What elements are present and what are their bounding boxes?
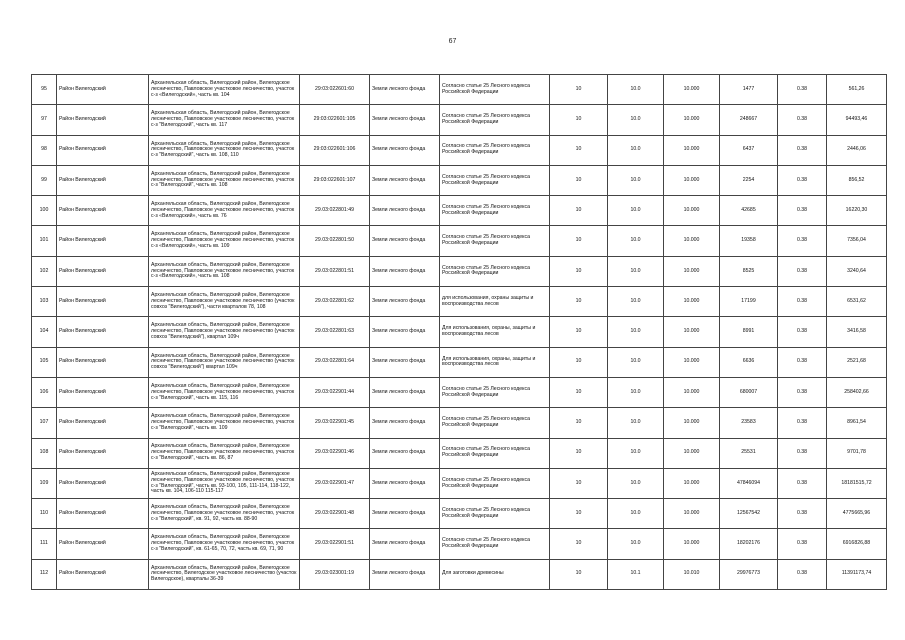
col-value-3-cell: 10.010 xyxy=(664,559,720,589)
table-row xyxy=(32,226,887,256)
district-cell: Район Вилегодский xyxy=(57,105,149,135)
cadastral-number-cell: 29.03:022801:62 xyxy=(300,287,370,317)
land-category-cell: Земли лесного фонда xyxy=(370,196,440,226)
col-value-1-cell: 10 xyxy=(550,196,608,226)
col-value-3-cell: 10.000 xyxy=(664,347,720,377)
row-number-cell: 108 xyxy=(32,438,57,468)
table-row xyxy=(32,135,887,165)
cadastral-number-cell: 29:03:022601:107 xyxy=(300,165,370,195)
address-cell: Архангельская область, Вилегодский район, Вилегодское лесничество, Павловское участковое лесничество, участок с-з "Вилегодский", часть кв. 109 xyxy=(149,408,300,438)
cadastral-number-cell: 29:03:022601:60 xyxy=(300,75,370,105)
rate-cell: 0.38 xyxy=(778,165,827,195)
amount-cell: 856,52 xyxy=(827,165,887,195)
col-value-3-cell: 10.000 xyxy=(664,529,720,559)
row-number-cell: 97 xyxy=(32,105,57,135)
district-cell: Район Вилегодский xyxy=(57,559,149,589)
area-cell: 6437 xyxy=(720,135,778,165)
rate-cell: 0.38 xyxy=(778,468,827,498)
land-category-cell: Земли лесного фонда xyxy=(370,377,440,407)
area-cell: 42685 xyxy=(720,196,778,226)
district-cell: Район Вилегодский xyxy=(57,165,149,195)
district-cell: Район Вилегодский xyxy=(57,377,149,407)
area-cell: 19358 xyxy=(720,226,778,256)
row-number-cell: 107 xyxy=(32,408,57,438)
col-value-2-cell: 10.0 xyxy=(608,408,664,438)
col-value-1-cell: 10 xyxy=(550,287,608,317)
area-cell: 8525 xyxy=(720,256,778,286)
address-cell: Архангельская область, Вилегодский район, Вилегодское лесничество, Павловское участковое лесничество, участок с-з "Вилегодский", кв. 91, 92, часть кв. 88-90 xyxy=(149,499,300,529)
amount-cell: 7356,04 xyxy=(827,226,887,256)
permitted-use-cell: Согласно статье 25 Лесного кодекса Российской Федерации xyxy=(440,468,550,498)
col-value-1-cell: 10 xyxy=(550,226,608,256)
amount-cell: 18181515,72 xyxy=(827,468,887,498)
land-category-cell: Земли лесного фонда xyxy=(370,75,440,105)
table-row xyxy=(32,377,887,407)
col-value-2-cell: 10.1 xyxy=(608,559,664,589)
cadastral-number-cell: 29.03:022901:51 xyxy=(300,529,370,559)
address-cell: Архангельская область, Вилегодский район, Вилегодское лесничество, Павловское участковое лесничество, участок с-з «Вилегодский», часть кв. 109 xyxy=(149,226,300,256)
land-category-cell: Земли лесного фонда xyxy=(370,499,440,529)
row-number-cell: 101 xyxy=(32,226,57,256)
address-cell: Архангельская область, Вилегодский район, Вилегодское лесничество, Павловское участковое лесничество, участок с-з "Вилегодский", часть кв. 93-100, 105, 111-114, 118-122, часть кв. 104, 106-110 115-117 xyxy=(149,468,300,498)
permitted-use-cell: Согласно статье 25 Лесного кодекса Российской Федерации xyxy=(440,529,550,559)
rate-cell: 0.38 xyxy=(778,226,827,256)
district-cell: Район Вилегодский xyxy=(57,499,149,529)
row-number-cell: 109 xyxy=(32,468,57,498)
district-cell: Район Вилегодский xyxy=(57,317,149,347)
district-cell: Район Вилегодский xyxy=(57,529,149,559)
col-value-1-cell: 10 xyxy=(550,438,608,468)
area-cell: 680007 xyxy=(720,377,778,407)
district-cell: Район Вилегодский xyxy=(57,135,149,165)
col-value-2-cell: 10.0 xyxy=(608,529,664,559)
permitted-use-cell: Согласно статье 25 Лесного кодекса Российской Федерации xyxy=(440,196,550,226)
area-cell: 18202176 xyxy=(720,529,778,559)
address-cell: Архангельская область, Вилегодский район, Вилегодское лесничество, Павловское участковое лесничество, участок с-з "Вилегодский", кв. 61-65, 70, 72, часть кв. 69, 71, 90 xyxy=(149,529,300,559)
land-category-cell: Земли лесного фонда xyxy=(370,468,440,498)
col-value-1-cell: 10 xyxy=(550,468,608,498)
rate-cell: 0.38 xyxy=(778,317,827,347)
rate-cell: 0.38 xyxy=(778,135,827,165)
col-value-2-cell: 10.0 xyxy=(608,287,664,317)
district-cell: Район Вилегодский xyxy=(57,75,149,105)
permitted-use-cell: Согласно статье 25 Лесного кодекса Российской Федерации xyxy=(440,438,550,468)
table-row xyxy=(32,196,887,226)
row-number-cell: 111 xyxy=(32,529,57,559)
rate-cell: 0.38 xyxy=(778,75,827,105)
address-cell: Архангельская область, Вилегодский район, Вилегодское лесничество, Вилегодское участковое лесничество (участок Вилегодское), кварталы 36-39 xyxy=(149,559,300,589)
table-body xyxy=(32,75,887,590)
district-cell: Район Вилегодский xyxy=(57,347,149,377)
amount-cell: 94493,46 xyxy=(827,105,887,135)
land-category-cell: Земли лесного фонда xyxy=(370,226,440,256)
table-row xyxy=(32,256,887,286)
rate-cell: 0.38 xyxy=(778,256,827,286)
district-cell: Район Вилегодский xyxy=(57,468,149,498)
table-row xyxy=(32,287,887,317)
row-number-cell: 105 xyxy=(32,347,57,377)
address-cell: Архангельская область, Вилегодский район, Вилегодское лесничество, Павловское участковое лесничество, участок с-з "Вилегодский", часть кв. 117 xyxy=(149,105,300,135)
col-value-1-cell: 10 xyxy=(550,317,608,347)
row-number-cell: 106 xyxy=(32,377,57,407)
land-category-cell: Земли лесного фонда xyxy=(370,438,440,468)
land-category-cell: Земли лесного фонда xyxy=(370,256,440,286)
cadastral-number-cell: 29.03:022801:49 xyxy=(300,196,370,226)
amount-cell: 6531,62 xyxy=(827,287,887,317)
permitted-use-cell: Согласно статье 25 Лесного кодекса Российской Федерации xyxy=(440,75,550,105)
col-value-1-cell: 10 xyxy=(550,256,608,286)
row-number-cell: 98 xyxy=(32,135,57,165)
row-number-cell: 99 xyxy=(32,165,57,195)
area-cell: 23583 xyxy=(720,408,778,438)
amount-cell: 6916826,88 xyxy=(827,529,887,559)
col-value-3-cell: 10.000 xyxy=(664,165,720,195)
rate-cell: 0.38 xyxy=(778,408,827,438)
district-cell: Район Вилегодский xyxy=(57,256,149,286)
col-value-3-cell: 10.000 xyxy=(664,377,720,407)
col-value-2-cell: 10.0 xyxy=(608,75,664,105)
page-number: 67 xyxy=(448,38,457,45)
col-value-1-cell: 10 xyxy=(550,377,608,407)
col-value-3-cell: 10.000 xyxy=(664,75,720,105)
district-cell: Район Вилегодский xyxy=(57,226,149,256)
cadastral-number-cell: 29.03:022801:50 xyxy=(300,226,370,256)
rate-cell: 0.38 xyxy=(778,196,827,226)
rate-cell: 0.38 xyxy=(778,438,827,468)
land-category-cell: Земли лесного фонда xyxy=(370,408,440,438)
cadastral-number-cell: 29.03:022901:46 xyxy=(300,438,370,468)
land-category-cell: Земли лесного фонда xyxy=(370,135,440,165)
cadastral-number-cell: 29.03:022901:45 xyxy=(300,408,370,438)
area-cell: 47846094 xyxy=(720,468,778,498)
cadastral-number-cell: 29:03:022601:105 xyxy=(300,105,370,135)
permitted-use-cell: для использования, охраны защиты и воспроизводства лесов xyxy=(440,287,550,317)
col-value-3-cell: 10.000 xyxy=(664,287,720,317)
table-row xyxy=(32,438,887,468)
area-cell: 1477 xyxy=(720,75,778,105)
land-category-cell: Земли лесного фонда xyxy=(370,529,440,559)
rate-cell: 0.38 xyxy=(778,377,827,407)
permitted-use-cell: Для использования, охраны, защиты и воспроизводства лесов xyxy=(440,317,550,347)
col-value-1-cell: 10 xyxy=(550,165,608,195)
area-cell: 2254 xyxy=(720,165,778,195)
cadastral-number-cell: 29.03:022901:47 xyxy=(300,468,370,498)
row-number-cell: 95 xyxy=(32,75,57,105)
col-value-1-cell: 10 xyxy=(550,347,608,377)
address-cell: Архангельская область, Вилегодский район, Вилегодское лесничество, Павловское участковое лесничество (участок совхоз "Вилегодский"), части кварталов 78, 108 xyxy=(149,287,300,317)
col-value-1-cell: 10 xyxy=(550,559,608,589)
cadastral-number-cell: 29.03:023001:19 xyxy=(300,559,370,589)
land-category-cell: Земли лесного фонда xyxy=(370,347,440,377)
address-cell: Архангельская область, Вилегодский район, Вилегодское лесничество, Павловское участковое лесничество (участок совхоз "Вилегодский"), квартал 109ч xyxy=(149,317,300,347)
permitted-use-cell: Согласно статье 25 Лесного кодекса Российской Федерации xyxy=(440,377,550,407)
col-value-2-cell: 10.0 xyxy=(608,135,664,165)
land-category-cell: Земли лесного фонда xyxy=(370,105,440,135)
permitted-use-cell: Согласно статье 25 Лесного кодекса Российской Федерации xyxy=(440,408,550,438)
rate-cell: 0.38 xyxy=(778,529,827,559)
amount-cell: 561,26 xyxy=(827,75,887,105)
row-number-cell: 104 xyxy=(32,317,57,347)
address-cell: Архангельская область, Вилегодский район, Вилегодское лесничество, Павловское участковое лесничество, участок с-з «Вилегодский», часть кв. 104 xyxy=(149,75,300,105)
amount-cell: 3416,58 xyxy=(827,317,887,347)
table-row xyxy=(32,317,887,347)
col-value-3-cell: 10.000 xyxy=(664,499,720,529)
address-cell: Архангельская область, Вилегодский район, Вилегодское лесничество, Павловское участковое лесничество, участок с-з «Вилегодский», часть кв. 108 xyxy=(149,256,300,286)
table-row xyxy=(32,347,887,377)
amount-cell: 11391173,74 xyxy=(827,559,887,589)
col-value-3-cell: 10.000 xyxy=(664,196,720,226)
col-value-3-cell: 10.000 xyxy=(664,468,720,498)
permitted-use-cell: Согласно статье 25 Лесного кодекса Российской Федерации xyxy=(440,226,550,256)
area-cell: 25531 xyxy=(720,438,778,468)
col-value-1-cell: 10 xyxy=(550,529,608,559)
col-value-3-cell: 10.000 xyxy=(664,226,720,256)
amount-cell: 9701,78 xyxy=(827,438,887,468)
area-cell: 248667 xyxy=(720,105,778,135)
amount-cell: 2521,68 xyxy=(827,347,887,377)
rate-cell: 0.38 xyxy=(778,559,827,589)
col-value-3-cell: 10.000 xyxy=(664,408,720,438)
cadastral-number-cell: 29.03:022801:63 xyxy=(300,317,370,347)
amount-cell: 16220,30 xyxy=(827,196,887,226)
col-value-2-cell: 10.0 xyxy=(608,226,664,256)
permitted-use-cell: Согласно статье 25 Лесного кодекса Российской Федерации xyxy=(440,256,550,286)
amount-cell: 2446,06 xyxy=(827,135,887,165)
rate-cell: 0.38 xyxy=(778,499,827,529)
address-cell: Архангельская область, Вилегодский район, Вилегодское лесничество, Павловское участковое лесничество, участок с-з "Вилегодский", часть кв. 108, 110 xyxy=(149,135,300,165)
rate-cell: 0.38 xyxy=(778,287,827,317)
permitted-use-cell: Согласно статье 25 Лесного кодекса Российской Федерации xyxy=(440,135,550,165)
table-row xyxy=(32,529,887,559)
col-value-2-cell: 10.0 xyxy=(608,468,664,498)
land-plots-table xyxy=(31,74,887,590)
row-number-cell: 102 xyxy=(32,256,57,286)
land-category-cell: Земли лесного фонда xyxy=(370,165,440,195)
land-category-cell: Земли лесного фонда xyxy=(370,559,440,589)
col-value-3-cell: 10.000 xyxy=(664,256,720,286)
col-value-3-cell: 10.000 xyxy=(664,135,720,165)
col-value-2-cell: 10.0 xyxy=(608,317,664,347)
address-cell: Архангельская область, Вилегодский район, Вилегодское лесничество, Павловское участковое лесничество, участок с-з «Вилегодский», часть кв. 76 xyxy=(149,196,300,226)
address-cell: Архангельская область, Вилегодский район, Вилегодское лесничество, Павловское участковое лесничество (участок совхоз "Вилегодский") квартал 109ч xyxy=(149,347,300,377)
col-value-2-cell: 10.0 xyxy=(608,377,664,407)
row-number-cell: 100 xyxy=(32,196,57,226)
area-cell: 29976773 xyxy=(720,559,778,589)
table-row xyxy=(32,75,887,105)
permitted-use-cell: Согласно статье 25 Лесного кодекса Российской Федерации xyxy=(440,499,550,529)
area-cell: 8991 xyxy=(720,317,778,347)
cadastral-number-cell: 29:03:022601:106 xyxy=(300,135,370,165)
land-category-cell: Земли лесного фонда xyxy=(370,287,440,317)
permitted-use-cell: Для использования, охраны, защиты и воспроизводства лесов xyxy=(440,347,550,377)
col-value-2-cell: 10.0 xyxy=(608,256,664,286)
col-value-1-cell: 10 xyxy=(550,75,608,105)
col-value-2-cell: 10.0 xyxy=(608,105,664,135)
amount-cell: 258402,66 xyxy=(827,377,887,407)
table-row xyxy=(32,559,887,589)
rate-cell: 0.38 xyxy=(778,347,827,377)
area-cell: 6636 xyxy=(720,347,778,377)
district-cell: Район Вилегодский xyxy=(57,438,149,468)
table-row xyxy=(32,499,887,529)
cadastral-number-cell: 29.03:022801:51 xyxy=(300,256,370,286)
col-value-1-cell: 10 xyxy=(550,135,608,165)
col-value-3-cell: 10.000 xyxy=(664,438,720,468)
col-value-2-cell: 10.0 xyxy=(608,347,664,377)
col-value-1-cell: 10 xyxy=(550,105,608,135)
district-cell: Район Вилегодский xyxy=(57,196,149,226)
permitted-use-cell: Согласно статье 25 Лесного кодекса Российской Федерации xyxy=(440,105,550,135)
amount-cell: 3240,64 xyxy=(827,256,887,286)
permitted-use-cell: Согласно статье 25 Лесного кодекса Российской Федерации xyxy=(440,165,550,195)
amount-cell: 8961,54 xyxy=(827,408,887,438)
area-cell: 12567542 xyxy=(720,499,778,529)
address-cell: Архангельская область, Вилегодский район, Вилегодское лесничество, Павловское участковое лесничество, участок с-з "Вилегодский", часть кв. 108 xyxy=(149,165,300,195)
table-row xyxy=(32,165,887,195)
col-value-1-cell: 10 xyxy=(550,408,608,438)
table-row xyxy=(32,105,887,135)
cadastral-number-cell: 29.03:022901:48 xyxy=(300,499,370,529)
cadastral-number-cell: 29.03:022801:64 xyxy=(300,347,370,377)
permitted-use-cell: Для заготовки древесины xyxy=(440,559,550,589)
land-category-cell: Земли лесного фонда xyxy=(370,317,440,347)
col-value-1-cell: 10 xyxy=(550,499,608,529)
row-number-cell: 112 xyxy=(32,559,57,589)
cadastral-number-cell: 29.03:022901:44 xyxy=(300,377,370,407)
col-value-2-cell: 10.0 xyxy=(608,499,664,529)
col-value-3-cell: 10.000 xyxy=(664,317,720,347)
rate-cell: 0.38 xyxy=(778,105,827,135)
col-value-2-cell: 10.0 xyxy=(608,438,664,468)
area-cell: 17199 xyxy=(720,287,778,317)
table-row xyxy=(32,468,887,498)
address-cell: Архангельская область, Вилегодский район, Вилегодское лесничество, Павловское участковое лесничество, участок с-з "Вилегодский", часть кв. 86, 87 xyxy=(149,438,300,468)
row-number-cell: 110 xyxy=(32,499,57,529)
row-number-cell: 103 xyxy=(32,287,57,317)
district-cell: Район Вилегодский xyxy=(57,287,149,317)
district-cell: Район Вилегодский xyxy=(57,408,149,438)
col-value-3-cell: 10.000 xyxy=(664,105,720,135)
col-value-2-cell: 10.0 xyxy=(608,196,664,226)
col-value-2-cell: 10.0 xyxy=(608,165,664,195)
amount-cell: 4775665,96 xyxy=(827,499,887,529)
table-row xyxy=(32,408,887,438)
address-cell: Архангельская область, Вилегодский район, Вилегодское лесничество, Павловское участковое лесничество, участок с-з "Вилегодский", часть кв. 115, 116 xyxy=(149,377,300,407)
